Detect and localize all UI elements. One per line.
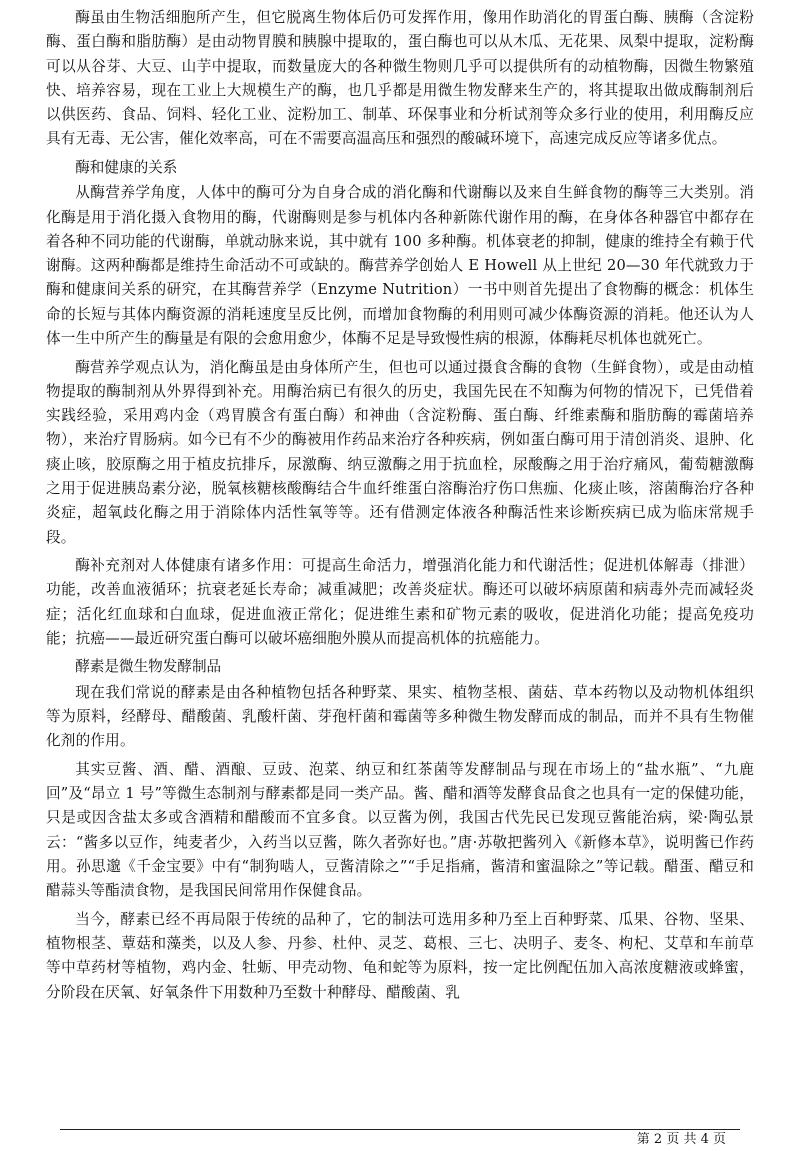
paragraph-enzyme-nutrition: 从酶营养学角度，人体中的酶可分为自身合成的消化酶和代谢酶以及来自生鲜食物的酶等三大类别。消化酶是用于消化摄入食物用的酶，代谢酶则是参与机体内各种新陈代谢作用的酶，在身体各种器官中都存在着各种不同功能的代谢酶，单就动脉来说，其中就有 100 多种酶。机体衰老的抑制，健康的维持全有赖于代谢酶。这两种酶都是维持生命活动不可或缺的。酶营养学创始人 E Howell 从上世纪 20—30 年代就致力于酶和健康间关系的研究，在其酶营养学（Enzyme Nutrition）一书中则首先提出了食物酶的概念：机体生命的长短与其体内酶资源的消耗速度呈反比例，而增加食物酶的利用则可减少体酶资源的消耗。他还认为人体一生中所产生的酶量是有限的会愈用愈少，体酶不足是导致慢性病的根源，体酶耗尽机体也就死亡。 [46, 184, 754, 348]
section-heading-enzyme-health: 酶和健康的关系 [75, 158, 178, 176]
page-number: 第 2 页 共 4 页 [636, 1132, 726, 1147]
document-body [46, 6, 754, 1005]
paragraph-modern-ferment: 当今，酵素已经不再局限于传统的品种了，它的制法可选用多种乃至上百种野菜、瓜果、谷物、坚果、植物根茎、蕈菇和藻类，以及人参、丹参、杜仲、灵芝、葛根、三七、决明子、麦冬、枸杞、艾草和车前草等中草药材等植物，鸡内金、牡蛎、甲壳动物、龟和蛇等为原料，按一定比例配伍加入高浓度糖液或蜂蜜，分阶段在厌氧、好氧条件下用数种乃至数十种酵母、醋酸菌、乳 [46, 910, 754, 1001]
section-heading-ferment-products: 酵素是微生物发酵制品 [75, 658, 222, 676]
footer-divider [60, 1129, 740, 1130]
paragraph-ferment-foods: 其实豆酱、酒、醋、酒酿、豆豉、泡菜、纳豆和红茶菌等发酵制品与现在市场上的“盐水瓶”、“九鹿回”及“昂立 1 号”等微生态制剂与酵素都是同一类产品。酱、醋和酒等发酵食品食之也具有一定的保健功能，只是或因含盐太多或含酒精和醋酸而不宜多食。以豆酱为例，我国古代先民已发现豆酱能治病，梁·陶弘景云：“酱多以豆作，纯麦者少，入药当以豆酱，陈久者弥好也。”唐·苏敬把酱列入《新修本草》，说明酱已作药用。孙思邈《千金宝要》中有“制狗啮人，豆酱清除之”“手足指痛，酱清和蜜温除之”等记载。醋蛋、醋豆和醋蒜头等酯渍食物，是我国民间常用作保健食品。 [46, 760, 754, 900]
paragraph-enzyme-supplements: 酶补充剂对人体健康有诸多作用：可提高生命活力，增强消化能力和代谢活性；促进机体解毒（排泄）功能，改善血液循环；抗衰老延长寿命；减重减肥；改善炎症状。酶还可以破坏病原菌和病毒外壳而减轻炎症；活化红血球和白血球，促进血液正常化；促进维生素和矿物元素的吸收，促进消化功能；提高免疫功能；抗癌——最近研究蛋白酶可以破坏癌细胞外膜从而提高机体的抗癌能力。 [46, 557, 754, 647]
paragraph-enzyme-sources: 酶虽由生物活细胞所产生，但它脱离生物体后仍可发挥作用，像用作助消化的胃蛋白酶、胰酶（含淀粉酶、蛋白酶和脂肪酶）是由动物胃膜和胰腺中提取的，蛋白酶也可以从木瓜、无花果、凤梨中提取，淀粉酶可以从谷芽、大豆、山芋中提取，而数量庞大的各种微生物则几乎可以提供所有的动植物酶，因微生物繁殖快、培养容易，现在工业上大规模生产的酶，也几乎都是用微生物发酵来生产的，将其提取出做成酶制剂后以供医药、食品、饲料、轻化工业、淀粉加工、制革、环保事业和分析试剂等众多行业的使用，利用酶反应具有无毒、无公害，催化效率高，可在不需要高温高压和强烈的酸碱环境下，高速完成反应等诸多优点。 [46, 9, 754, 148]
paragraph-ferment-definition: 现在我们常说的酵素是由各种植物包括各种野菜、果实、植物茎根、菌菇、草本药物以及动物机体组织等为原料，经酵母、醋酸菌、乳酸杆菌、芽孢杆菌和霉菌等多种微生物发酵而成的制品，而并不具有生物催化剂的作用。 [46, 683, 754, 750]
paragraph-enzyme-therapy: 酶营养学观点认为，消化酶虽是由身体所产生，但也可以通过摄食含酶的食物（生鲜食物），或是由动植物提取的酶制剂从外界得到补充。用酶治病已有很久的历史，我国先民在不知酶为何物的情况下，已凭借着实践经验，采用鸡内金（鸡胃膜含有蛋白酶）和神曲（含淀粉酶、蛋白酶、纤维素酶和脂肪酶的霉菌培养物），来治疗胃肠病。如今已有不少的酶被用作药品来治疗各种疾病，例如蛋白酶可用于清创消炎、退肿、化痰止咳，胶原酶之用于植皮抗排斥，尿激酶、纳豆激酶之用于抗血栓，尿酸酶之用于治疗痛风，葡萄糖激酶之用于促进胰岛素分泌，脱氧核糖核酸酶结合牛血纤维蛋白溶酶治疗伤口焦痂、化痰止咳，溶菌酶治疗各种炎症，超氧歧化酶之用于消除体内活性氧等等。还有借测定体液各种酶活性来诊断疾病已成为临床常规手段。 [46, 358, 754, 546]
